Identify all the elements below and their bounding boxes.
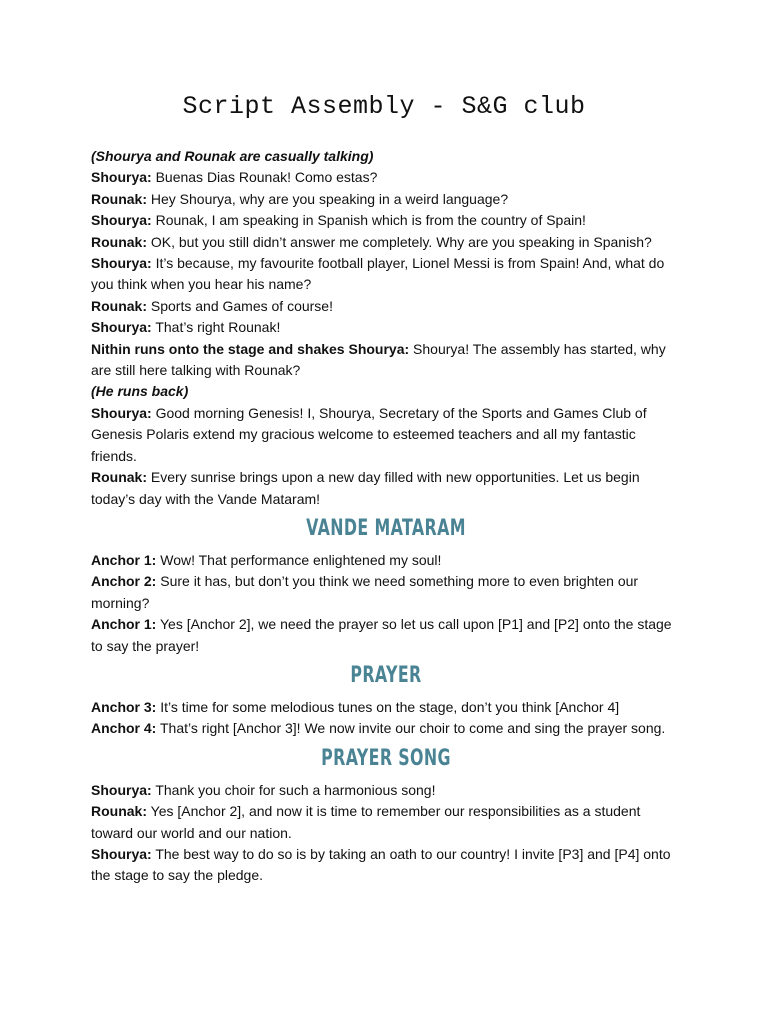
section-heading: VANDE MATARAM: [306, 515, 466, 541]
speaker-name: Rounak:: [91, 233, 147, 250]
stage-direction: (He runs back): [91, 383, 189, 400]
dialogue-line: [91, 780, 681, 801]
dialogue-line: [91, 189, 681, 210]
dialogue-text: The best way to do so is by taking an oath to our country! I invite [P3] and [P4] onto the stage to say the pledge.: [91, 845, 671, 884]
dialogue-line: [91, 167, 681, 188]
dialogue-text: That’s right [Anchor 3]! We now invite our choir to come and sing the prayer song.: [156, 720, 666, 737]
dialogue-text: Rounak, I am speaking in Spanish which is from the country of Spain!: [151, 212, 586, 229]
speaker-name: Shourya:: [91, 319, 152, 336]
dialogue-line: [91, 403, 681, 467]
script-body: [91, 146, 681, 887]
dialogue-line: [91, 844, 681, 887]
dialogue-text: Shourya! The assembly has started, why are still here talking with Rounak?: [91, 340, 666, 379]
speaker-name: Rounak:: [91, 297, 147, 314]
dialogue-text: Good morning Genesis! I, Shourya, Secretary of the Sports and Games Club of Genesis Polaris extend my gracious welcome to esteemed teachers and all my fantastic friends.: [91, 404, 647, 464]
speaker-name: Rounak:: [91, 469, 147, 486]
dialogue-line: [91, 718, 681, 739]
stage-direction: (Shourya and Rounak are casually talking): [91, 148, 374, 164]
dialogue-text: It’s because, my favourite football player, Lionel Messi is from Spain! And, what do you think when you hear his name?: [91, 255, 665, 293]
speaker-name: Shourya:: [91, 845, 152, 862]
dialogue-text: Sports and Games of course!: [147, 297, 333, 314]
dialogue-text: That’s right Rounak!: [151, 319, 281, 336]
dialogue-text: Buenas Dias Rounak! Como estas?: [151, 169, 378, 186]
dialogue-line: [91, 571, 681, 614]
speaker-name: Anchor 4:: [91, 720, 157, 737]
dialogue-line: [91, 467, 681, 510]
dialogue-text: Every sunrise brings upon a new day filled with new opportunities. Let us begin today’s day with the Vande Mataram!: [91, 469, 640, 507]
speaker-name: Shourya:: [91, 255, 152, 272]
speaker-name: Anchor 1:: [91, 616, 157, 633]
speaker-name: Anchor 2:: [91, 573, 157, 590]
dialogue-line: [91, 614, 681, 657]
dialogue-line: [91, 550, 681, 571]
speaker-name: Nithin runs onto the stage and shakes Shourya:: [91, 340, 410, 357]
dialogue-text: Sure it has, but don’t you think we need something more to even brighten our morning?: [91, 573, 639, 611]
speaker-name: Anchor 3:: [91, 698, 157, 715]
speaker-name: Shourya:: [91, 404, 152, 421]
dialogue-line: [91, 253, 681, 296]
section-heading: PRAYER: [350, 662, 422, 688]
speaker-name: Shourya:: [91, 169, 152, 186]
dialogue-text: Hey Shourya, why are you speaking in a weird language?: [147, 190, 509, 207]
dialogue-text: Thank you choir for such a harmonious song!: [151, 781, 436, 798]
dialogue-line: [91, 697, 681, 718]
dialogue-line: [91, 339, 681, 382]
dialogue-text: It’s time for some melodious tunes on the stage, don’t you think [Anchor 4]: [156, 698, 620, 715]
dialogue-text: Yes [Anchor 2], and now it is time to remember our responsibilities as a student toward our world and our nation.: [91, 803, 641, 841]
dialogue-line: [91, 210, 681, 231]
dialogue-line: [91, 317, 681, 338]
section-heading: PRAYER SONG: [321, 745, 451, 771]
dialogue-text: OK, but you still didn’t answer me completely. Why are you speaking in Spanish?: [147, 233, 652, 250]
speaker-name: Anchor 1:: [91, 551, 157, 568]
speaker-name: Rounak:: [91, 190, 147, 207]
document-title: Script Assembly - S&G club: [182, 92, 586, 121]
speaker-name: Shourya:: [91, 781, 152, 798]
speaker-name: Rounak:: [91, 803, 147, 820]
dialogue-line: [91, 232, 681, 253]
dialogue-text: Wow! That performance enlightened my soul!: [156, 551, 442, 568]
dialogue-text: Yes [Anchor 2], we need the prayer so let us call upon [P1] and [P2] onto the stage to say the prayer!: [91, 616, 672, 654]
dialogue-line: [91, 801, 681, 844]
dialogue-line: [91, 296, 681, 317]
speaker-name: Shourya:: [91, 212, 152, 229]
